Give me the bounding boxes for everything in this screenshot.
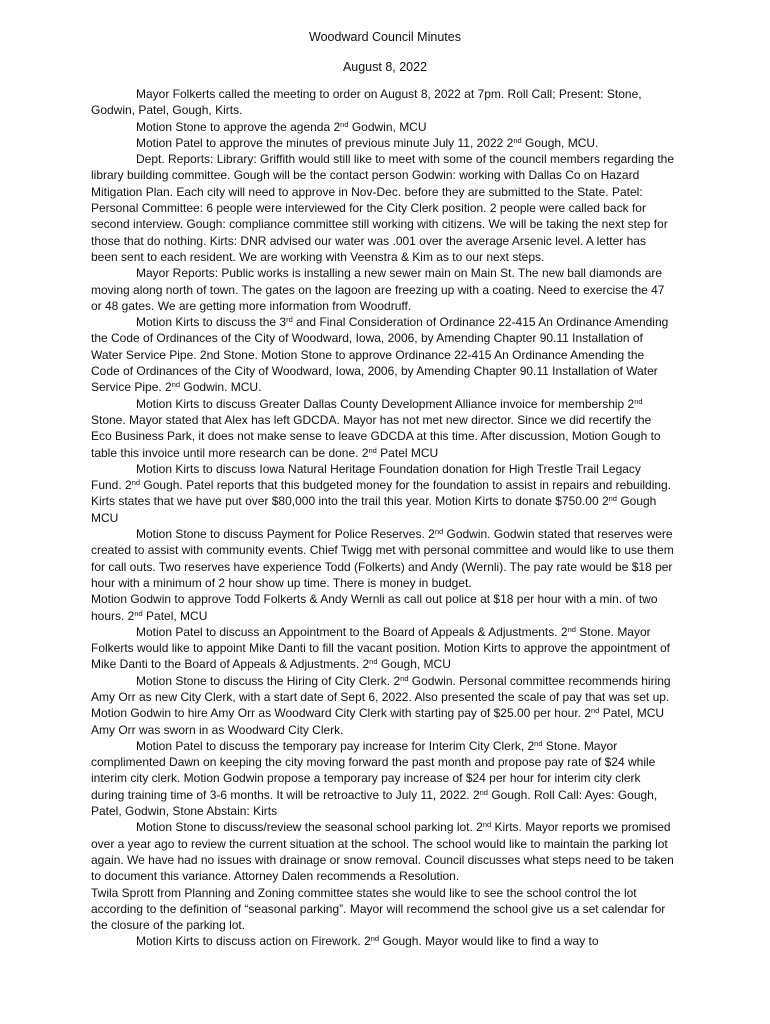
minutes-paragraph — [91, 151, 674, 265]
paragraph-text: Godwin. Personal committee recommends hiring Amy Orr as new City Clerk, with a start date of Sept 6, 2022. Also presented the scale of pay that was set up. Motion Godwin to hire Amy Orr as Woodward City Clerk with starting pay of $25.00 per hour. 2 — [91, 673, 671, 721]
minutes-paragraph — [91, 461, 674, 526]
minutes-body — [0, 86, 770, 950]
ordinal-superscript: nd — [171, 380, 181, 390]
minutes-paragraph — [91, 265, 674, 314]
minutes-paragraph — [91, 135, 674, 151]
paragraph-text: Motion Patel to discuss the temporary pay increase for Interim City Clerk, 2 — [136, 738, 535, 753]
ordinal-superscript: rd — [286, 315, 293, 325]
paragraph-text: Godwin, MCU — [348, 119, 427, 134]
paragraph-text: Motion Stone to discuss the Hiring of City Clerk. 2 — [136, 673, 401, 688]
paragraph-text: Gough. Mayor would like to find a way to — [379, 934, 599, 949]
ordinal-superscript: nd — [608, 494, 617, 504]
paragraph-text: Dept. Reports: Library: Griffith would still like to meet with some of the council members regarding the library building committee. Gough will be the contact person Godwin: working with Dallas Co on Hazard Mitigation Plan. Each city will need to approve in Nov-Dec. before they are submitted to the State. Patel: Personal Committee: 6 people were interviewed for the City Clerk position. 2 people were called back for second interview. Gough: compliance committee still working with citizens. We will be taking the next step for those that do nothing. Kirts: DNR advised our water was .001 over the average Arsenic level. A letter has been sent to each resident. We are working with Veenstra & Kim as to our next steps. — [91, 152, 675, 264]
ordinal-superscript: nd — [131, 478, 141, 488]
ordinal-superscript: nd — [479, 787, 488, 797]
minutes-paragraph — [91, 396, 674, 461]
paragraph-text: Motion Stone to approve the agenda 2 — [136, 119, 341, 134]
paragraph-text: Gough MCU — [91, 494, 657, 525]
paragraph-text: Twila Sprott from Planning and Zoning committee states she would like to see the school control the lot according to the definition of “seasonal parking”. Mayor will recommend the school give us a set calendar for the closure of the parking lot. — [91, 885, 666, 933]
paragraph-text: Motion Kirts to discuss Greater Dallas County Development Alliance invoice for membership 2 — [136, 396, 635, 411]
paragraph-text: Patel, MCU — [142, 608, 208, 623]
minutes-paragraph — [91, 885, 674, 934]
ordinal-superscript: nd — [591, 706, 600, 716]
paragraph-text: Stone. Mayor complimented Dawn on keeping the city moving forward the past month and propose pay rate of $24 while interim city clerk. Motion Godwin propose a temporary pay increase of $24 per hour for interim city clerk during training time of 3-6 months. It will be retroactive to July 11, 2022. 2 — [91, 738, 656, 802]
document-title: Woodward Council Minutes — [309, 30, 461, 44]
paragraph-text: Patel, MCU Amy Orr was sworn in as Woodward City Clerk. — [91, 706, 665, 737]
paragraph-text: Motion Patel to approve the minutes of previous minute July 11, 2022 2 — [136, 135, 514, 150]
paragraph-text: Stone. Mayor Folkerts would like to appoint Mike Danti to fill the vacant position. Motion Kirts to approve the appointment of Mike Danti to the Board of Appeals & Adjustments. 2 — [91, 624, 670, 672]
paragraph-text: Mayor Reports: Public works is installing a new sewer main on Main St. The new ball diamonds are moving along north of town. The gates on the lagoon are freezing up with a coating. Need to exercise the 47 or 48 gates. We are getting more information from Woodruff. — [91, 266, 665, 313]
paragraph-text: Gough. Patel reports that this budgeted money for the foundation to assist in repairs and rebuilding. Kirts states that we have put over $80,000 into the trail this year. Motion Kirts to donate $750.00 2 — [91, 478, 672, 509]
paragraph-text: Motion Kirts to discuss the 3 — [136, 315, 287, 330]
document-date: August 8, 2022 — [342, 60, 428, 74]
minutes-paragraph — [91, 591, 674, 624]
paragraph-text: Motion Stone to discuss/review the seasonal school parking lot. 2 — [136, 820, 483, 835]
paragraph-text: Gough, MCU. — [521, 135, 599, 150]
paragraph-text: Mayor Folkerts called the meeting to order on August 8, 2022 at 7pm. Roll Call; Present: Stone, Godwin, Patel, Gough, Kirts. — [91, 87, 642, 118]
minutes-paragraph — [91, 933, 674, 949]
minutes-paragraph — [91, 119, 674, 135]
paragraph-text: Stone. Mayor stated that Alex has left GDCDA. Mayor has not met new director. Since we did recertify the Eco Business Park, it does not make sense to leave GDCDA at this time. After discussion, Motion Gough to table this invoice until more research can be done. 2 — [91, 412, 661, 460]
paragraph-text: Motion Godwin to approve Todd Folkerts & Andy Wernli as call out police at $18 per hour with a min. of two hours. 2 — [91, 592, 658, 623]
ordinal-superscript: nd — [370, 934, 380, 944]
minutes-paragraph — [91, 819, 674, 884]
ordinal-superscript: nd — [369, 657, 378, 667]
paragraph-text: Kirts. Mayor reports we promised over a year ago to review the current situation at the school. The school would like to maintain the parking lot again. We have had no issues with drainage or snow removal. Council discusses what steps need to be taken to document this variance. Attorney Dalen recommends a Resolution. — [91, 820, 674, 884]
paragraph-text: Motion Kirts to discuss action on Firework. 2 — [136, 934, 371, 949]
ordinal-superscript: nd — [134, 608, 143, 618]
ordinal-superscript: nd — [400, 673, 409, 683]
ordinal-superscript: nd — [368, 445, 377, 455]
minutes-paragraph — [91, 624, 674, 673]
paragraph-text: Gough. Roll Call: Ayes: Gough, Patel, Godwin, Stone Abstain: Kirts — [91, 787, 658, 819]
ordinal-superscript: nd — [634, 396, 643, 406]
ordinal-superscript: nd — [567, 624, 576, 634]
paragraph-text: Patel MCU — [376, 445, 439, 460]
ordinal-superscript: nd — [434, 527, 444, 537]
minutes-paragraph — [91, 314, 674, 395]
paragraph-text: Godwin. Godwin stated that reserves were created to assist with community events. Chief Twigg met with personal committee and would like to use them for call outs. Two reserves have experience Todd (Folkerts) and Andy (Wernli). The pay rate would be $18 per hour with a minimum of 2 hour show up time. There is money in budget. — [91, 527, 674, 590]
paragraph-text: Motion Stone to discuss Payment for Police Reserves. 2 — [136, 527, 435, 542]
ordinal-superscript: nd — [534, 738, 543, 748]
minutes-paragraph — [91, 673, 674, 738]
ordinal-superscript: nd — [482, 820, 492, 830]
paragraph-text: Gough, MCU — [377, 657, 451, 672]
minutes-paragraph — [91, 526, 674, 591]
paragraph-text: Motion Kirts to discuss Iowa Natural Heritage Foundation donation for High Trestle Trail Legacy Fund. 2 — [91, 461, 641, 493]
ordinal-superscript: nd — [513, 135, 522, 145]
paragraph-text: Godwin. MCU. — [180, 380, 262, 395]
paragraph-text: and Final Consideration of Ordinance 22-415 An Ordinance Amending the Code of Ordinances of the City of Woodward, Iowa, 2006, by Amending Chapter 90.11 Installation of Water Service Pipe. 2nd Stone. Motion Stone to approve Ordinance 22-415 An Ordinance Amending the Code of Ordinances of the City of Woodward, Iowa, 2006, by Amending Chapter 90.11 Installation of Water Service Pipe. 2 — [91, 315, 669, 395]
minutes-paragraph — [91, 86, 674, 119]
paragraph-text: Motion Patel to discuss an Appointment to the Board of Appeals & Adjustments. 2 — [136, 624, 568, 639]
ordinal-superscript: nd — [340, 119, 349, 129]
minutes-paragraph — [91, 738, 674, 819]
